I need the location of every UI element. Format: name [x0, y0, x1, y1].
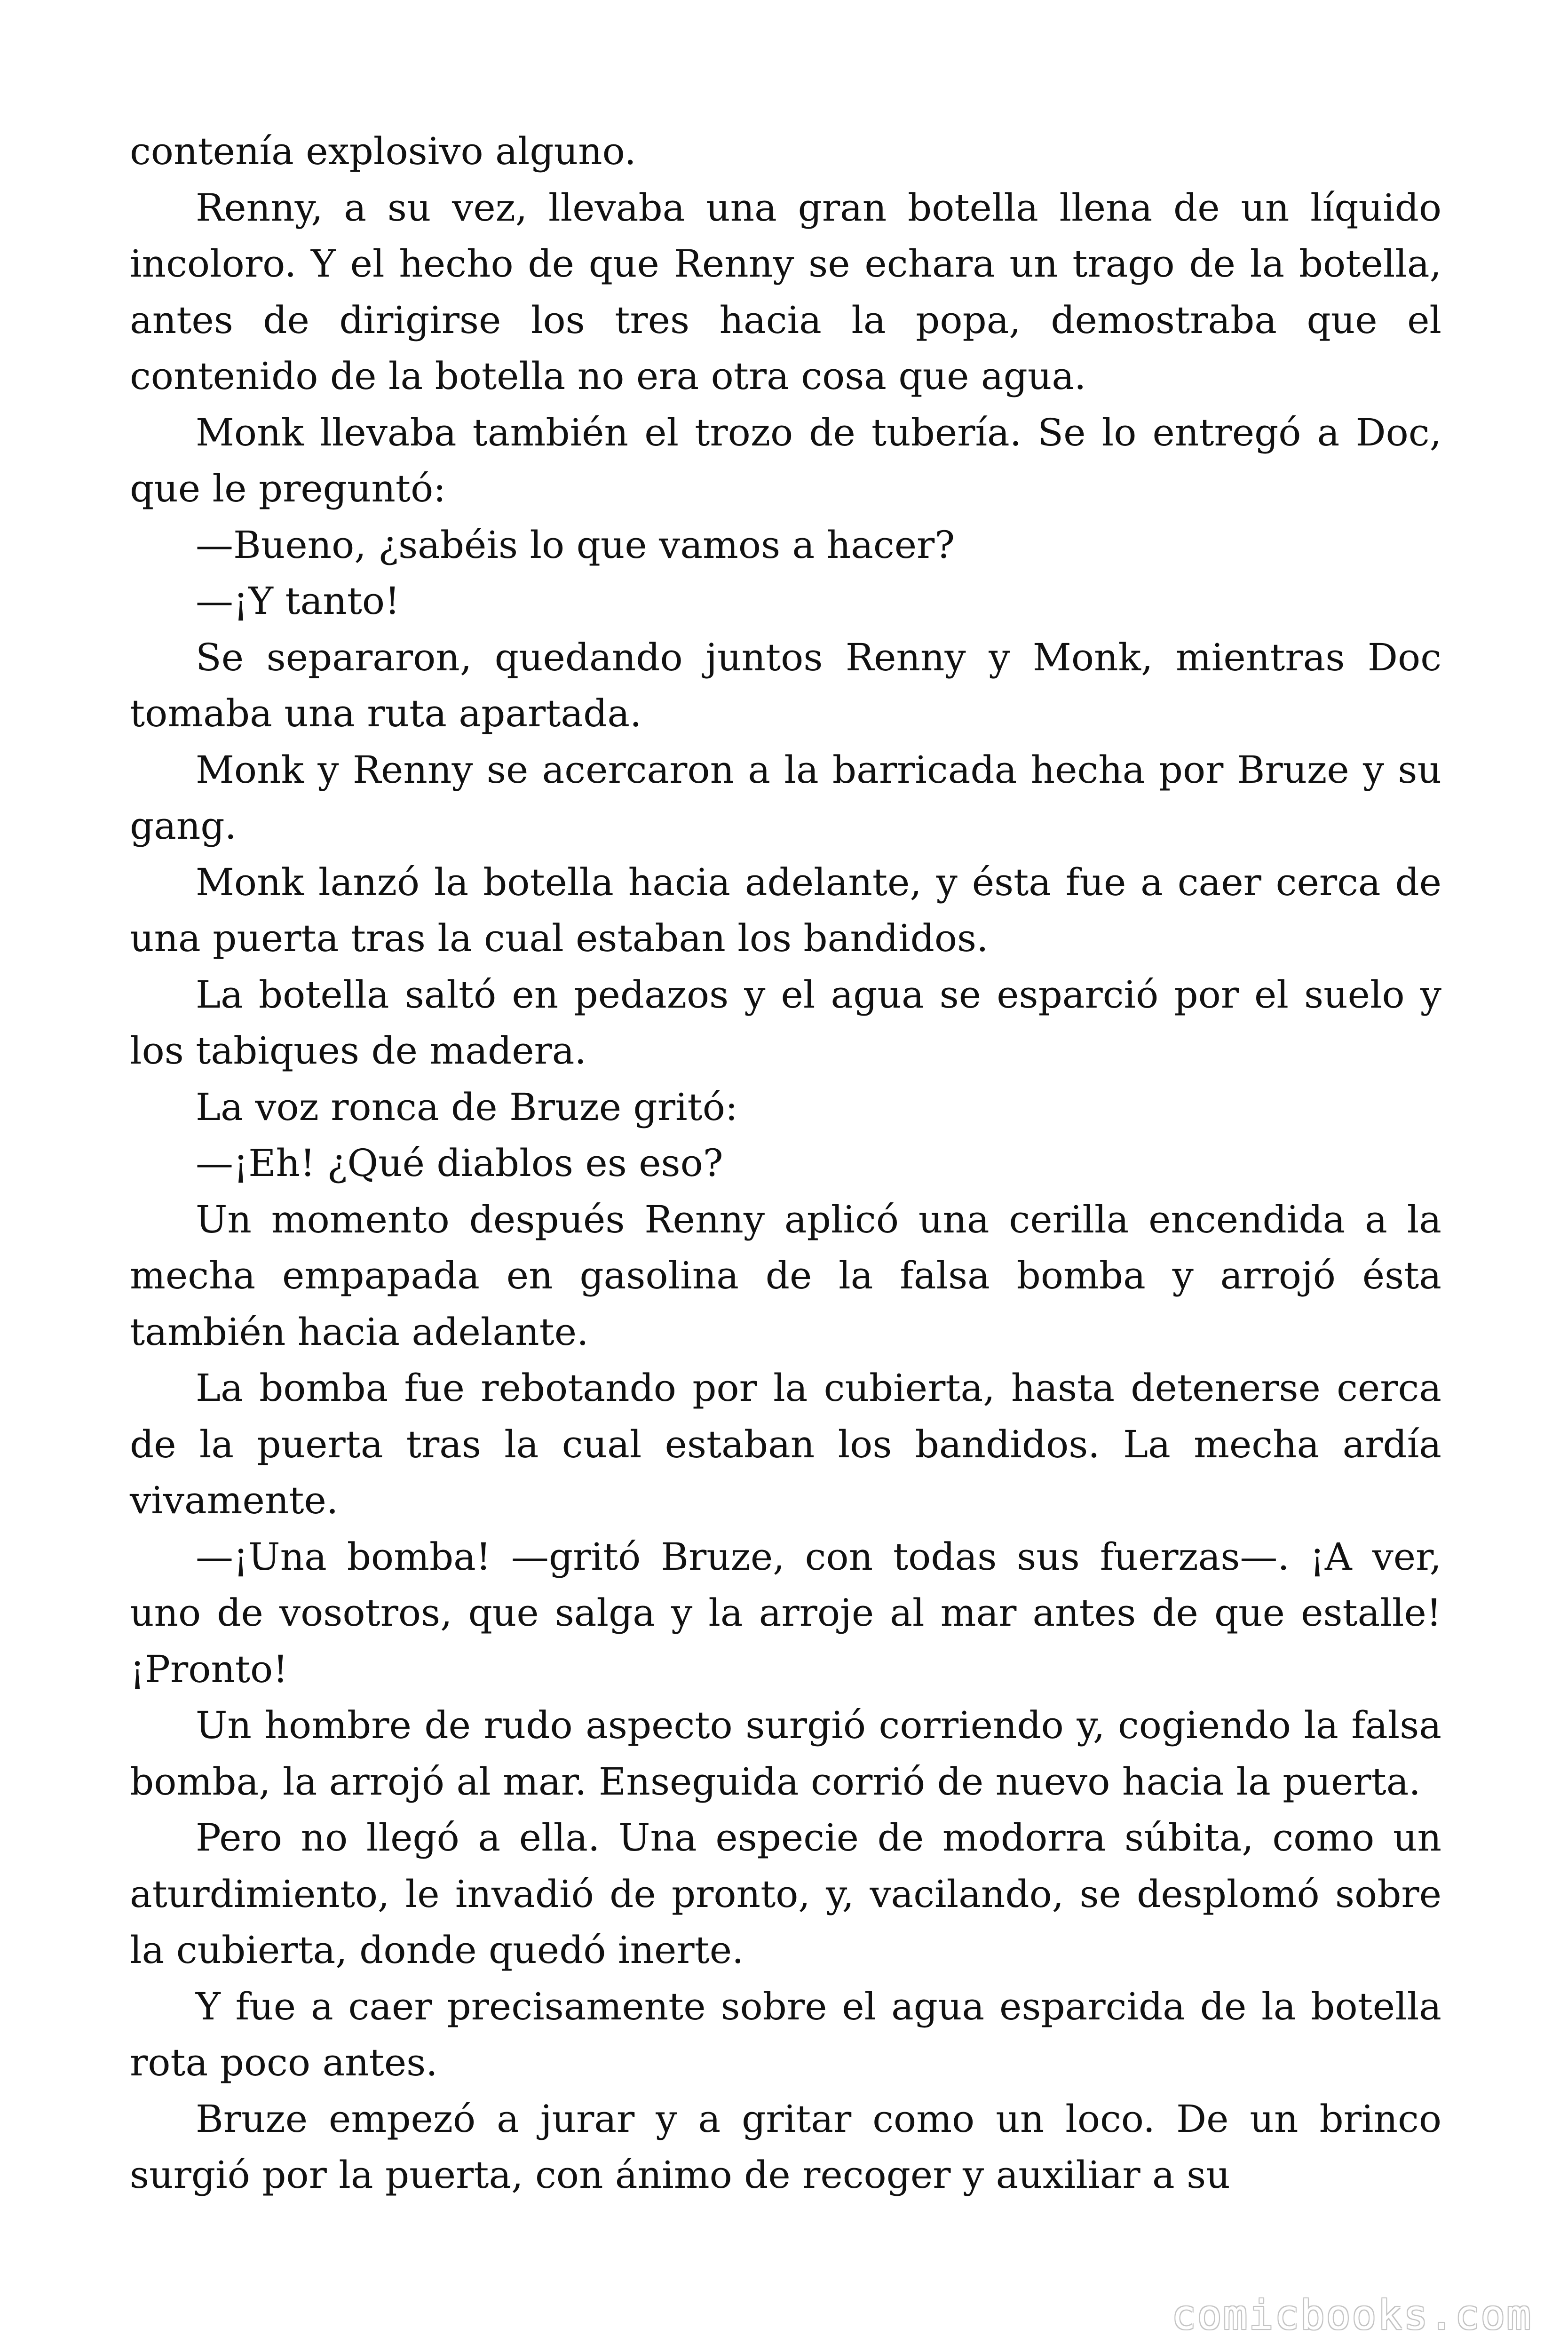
paragraph: Un momento después Renny aplicó una cerilla encendida a la mecha empapada en gasolina de la falsa bomba y arrojó ésta también hacia adelante. — [130, 1197, 1441, 1354]
dialogue-line: —¡Una bomba! —gritó Bruze, con todas sus fuerzas—. ¡A ver, uno de vosotros, que salga y la arroje al mar antes de que estalle! ¡Pronto! — [130, 1534, 1441, 1691]
paragraph: Monk llevaba también el trozo de tubería. Se lo entregó a Doc, que le preguntó: — [130, 410, 1441, 510]
paragraph: contenía explosivo alguno. — [130, 129, 636, 173]
paragraph: La botella saltó en pedazos y el agua se esparció por el suelo y los tabiques de madera. — [130, 972, 1441, 1073]
paragraph: Renny, a su vez, llevaba una gran botella llena de un líquido incoloro. Y el hecho de que Renny se echara un trago de la botella, antes de dirigirse los tres hacia la popa, demostraba que el contenido de la botella no era otra cosa que agua. — [130, 185, 1441, 398]
dialogue-line: —Bueno, ¿sabéis lo que vamos a hacer? — [196, 523, 955, 567]
watermark: comicbooks.com — [1172, 2292, 1532, 2339]
paragraph: Monk y Renny se acercaron a la barricada hecha por Bruze y su gang. — [130, 747, 1441, 848]
paragraph: Bruze empezó a jurar y a gritar como un loco. De un brinco surgió por la puerta, con ánimo de recoger y auxiliar a su — [130, 2097, 1441, 2197]
paragraph: Y fue a caer precisamente sobre el agua esparcida de la botella rota poco antes. — [130, 1984, 1441, 2084]
paragraph: La voz ronca de Bruze gritó: — [196, 1085, 738, 1129]
paragraph: Un hombre de rudo aspecto surgió corriendo y, cogiendo la falsa bomba, la arrojó al mar. Enseguida corrió de nuevo hacia la puerta. — [130, 1703, 1441, 1804]
paragraph: Monk lanzó la botella hacia adelante, y ésta fue a caer cerca de una puerta tras la cual estaban los bandidos. — [130, 860, 1441, 960]
paragraph: Se separaron, quedando juntos Renny y Monk, mientras Doc tomaba una ruta apartada. — [130, 635, 1441, 735]
body-text — [130, 123, 1441, 2203]
dialogue-line: —¡Y tanto! — [196, 579, 400, 623]
paragraph: La bomba fue rebotando por la cubierta, hasta detenerse cerca de la puerta tras la cual estaban los bandidos. La mecha ardía vivamente. — [130, 1366, 1441, 1522]
paragraph: Pero no llegó a ella. Una especie de modorra súbita, como un aturdimiento, le invadió de pronto, y, vacilando, se desplomó sobre la cubierta, donde quedó inerte. — [130, 1816, 1441, 1972]
dialogue-line: —¡Eh! ¿Qué diablos es eso? — [196, 1141, 723, 1185]
